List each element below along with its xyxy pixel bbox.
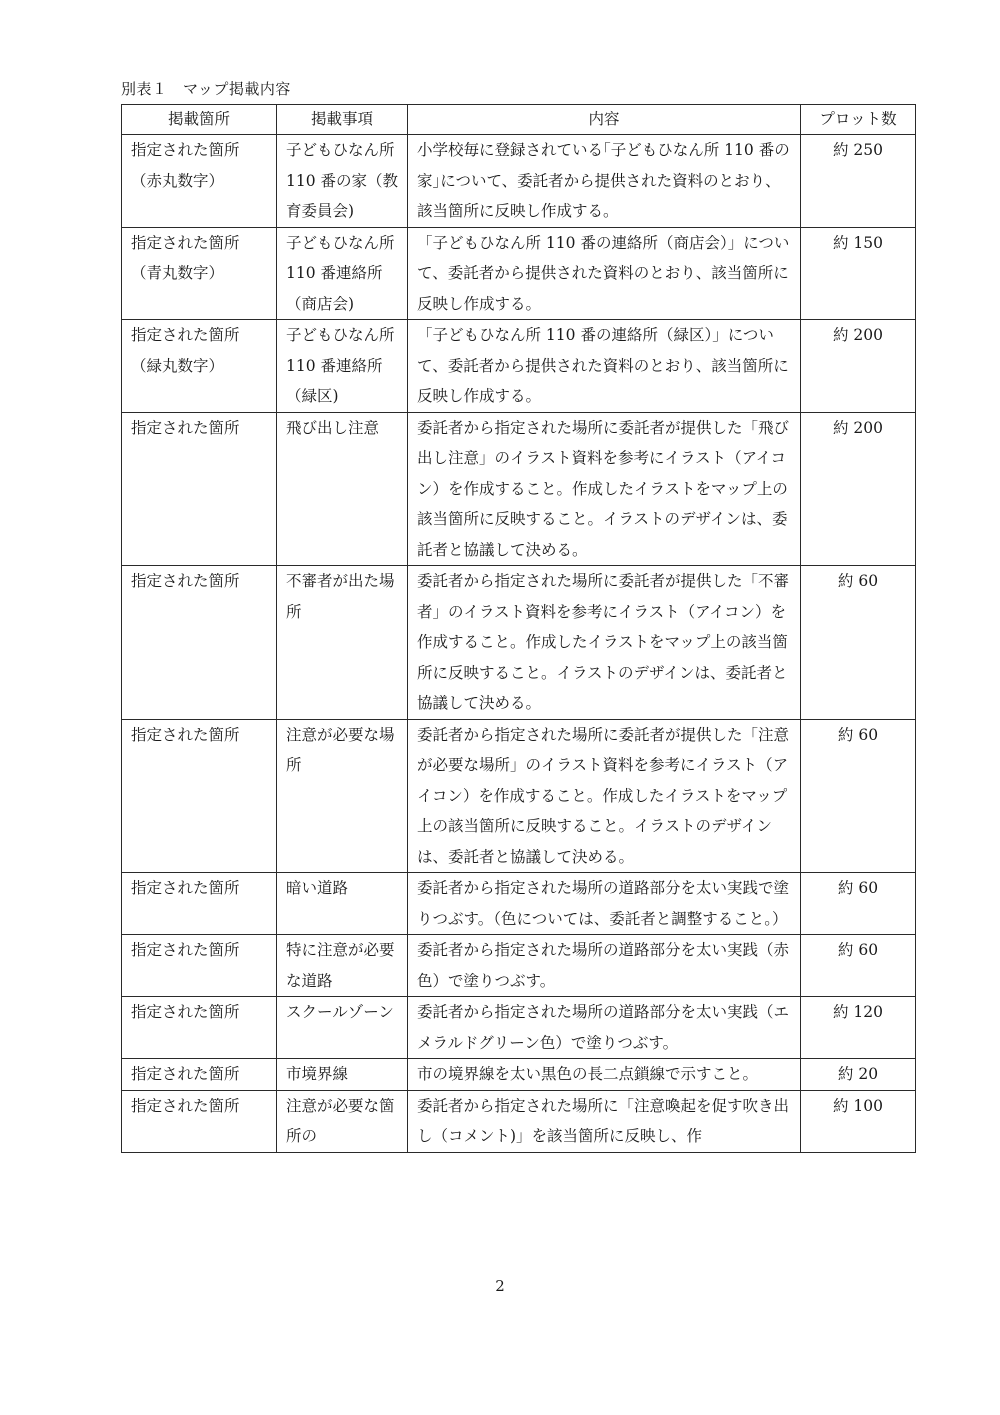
cell-plots: 約 60 (801, 935, 916, 997)
cell-place: 指定された箇所 (122, 412, 277, 566)
cell-content: 委託者から指定された場所の道路部分を太い実践で塗りつぶす。（色については、委託者と調整すること。） (408, 873, 801, 935)
cell-content: 委託者から指定された場所に委託者が提供した「注意が必要な場所」のイラスト資料を参考にイラスト（アイコン）を作成すること。作成したイラストをマップ上の該当箇所に反映すること。イラストのデザインは、委託者と協議して決める。 (408, 719, 801, 873)
cell-plots: 約 20 (801, 1059, 916, 1091)
map-content-table (121, 104, 916, 1153)
cell-place: 指定された箇所 (122, 566, 277, 720)
cell-content: 委託者から指定された場所に委託者が提供した「飛び出し注意」のイラスト資料を参考にイラスト（アイコン）を作成すること。作成したイラストをマップ上の該当箇所に反映すること。イラストのデザインは、委託者と協議して決める。 (408, 412, 801, 566)
cell-plots: 約 120 (801, 997, 916, 1059)
cell-place: 指定された箇所（赤丸数字） (122, 135, 277, 228)
cell-place: 指定された箇所 (122, 1090, 277, 1152)
cell-place: 指定された箇所（緑丸数字） (122, 320, 277, 413)
header-place: 掲載箇所 (122, 105, 277, 135)
cell-item: 暗い道路 (277, 873, 408, 935)
table-row (122, 227, 916, 320)
header-item: 掲載事項 (277, 105, 408, 135)
cell-item: 注意が必要な場所 (277, 719, 408, 873)
table-header-row (122, 105, 916, 135)
cell-plots: 約 200 (801, 320, 916, 413)
cell-item: 子どもひなん所 110 番の家（教育委員会) (277, 135, 408, 228)
cell-item: 不審者が出た場所 (277, 566, 408, 720)
table-row (122, 135, 916, 228)
cell-plots: 約 60 (801, 873, 916, 935)
cell-item: 特に注意が必要な道路 (277, 935, 408, 997)
cell-item: 子どもひなん所 110 番連絡所（緑区) (277, 320, 408, 413)
table-row (122, 997, 916, 1059)
table-row (122, 320, 916, 413)
table-row (122, 412, 916, 566)
cell-place: 指定された箇所 (122, 935, 277, 997)
cell-plots: 約 250 (801, 135, 916, 228)
table-row (122, 935, 916, 997)
cell-plots: 約 200 (801, 412, 916, 566)
table-row (122, 873, 916, 935)
table-caption: 別表１ マップ掲載内容 (121, 80, 291, 98)
cell-place: 指定された箇所（青丸数字） (122, 227, 277, 320)
cell-item: 子どもひなん所 110 番連絡所（商店会) (277, 227, 408, 320)
cell-place: 指定された箇所 (122, 1059, 277, 1091)
cell-content: 市の境界線を太い黒色の長二点鎖線で示すこと。 (408, 1059, 801, 1091)
cell-item: 飛び出し注意 (277, 412, 408, 566)
cell-plots: 約 150 (801, 227, 916, 320)
page-number: 2 (495, 1277, 505, 1295)
table-row (122, 1090, 916, 1152)
cell-content: 委託者から指定された場所の道路部分を太い実践（赤色）で塗りつぶす。 (408, 935, 801, 997)
cell-content: 委託者から指定された場所に委託者が提供した「不審者」のイラスト資料を参考にイラスト（アイコン）を作成すること。作成したイラストをマップ上の該当箇所に反映すること。イラストのデザインは、委託者と協議して決める。 (408, 566, 801, 720)
cell-content: 「子どもひなん所 110 番の連絡所（緑区）」について、委託者から提供された資料のとおり、該当箇所に反映し作成する。 (408, 320, 801, 413)
cell-plots: 約 60 (801, 566, 916, 720)
table-row (122, 1059, 916, 1091)
cell-content: 委託者から指定された場所に「注意喚起を促す吹き出し（コメント)」を該当箇所に反映し、作 (408, 1090, 801, 1152)
cell-item: 市境界線 (277, 1059, 408, 1091)
cell-place: 指定された箇所 (122, 873, 277, 935)
table-row (122, 566, 916, 720)
cell-plots: 約 100 (801, 1090, 916, 1152)
cell-content: 小学校毎に登録されている｢子どもひなん所 110 番の家｣について、委託者から提供された資料のとおり、該当箇所に反映し作成する。 (408, 135, 801, 228)
cell-content: 「子どもひなん所 110 番の連絡所（商店会）」について、委託者から提供された資料のとおり、該当箇所に反映し作成する。 (408, 227, 801, 320)
cell-item: 注意が必要な箇所の (277, 1090, 408, 1152)
cell-plots: 約 60 (801, 719, 916, 873)
header-content: 内容 (408, 105, 801, 135)
cell-place: 指定された箇所 (122, 997, 277, 1059)
header-plots: プロット数 (801, 105, 916, 135)
cell-item: スクールゾーン (277, 997, 408, 1059)
table-row (122, 719, 916, 873)
cell-place: 指定された箇所 (122, 719, 277, 873)
cell-content: 委託者から指定された場所の道路部分を太い実践（エメラルドグリーン色）で塗りつぶす。 (408, 997, 801, 1059)
